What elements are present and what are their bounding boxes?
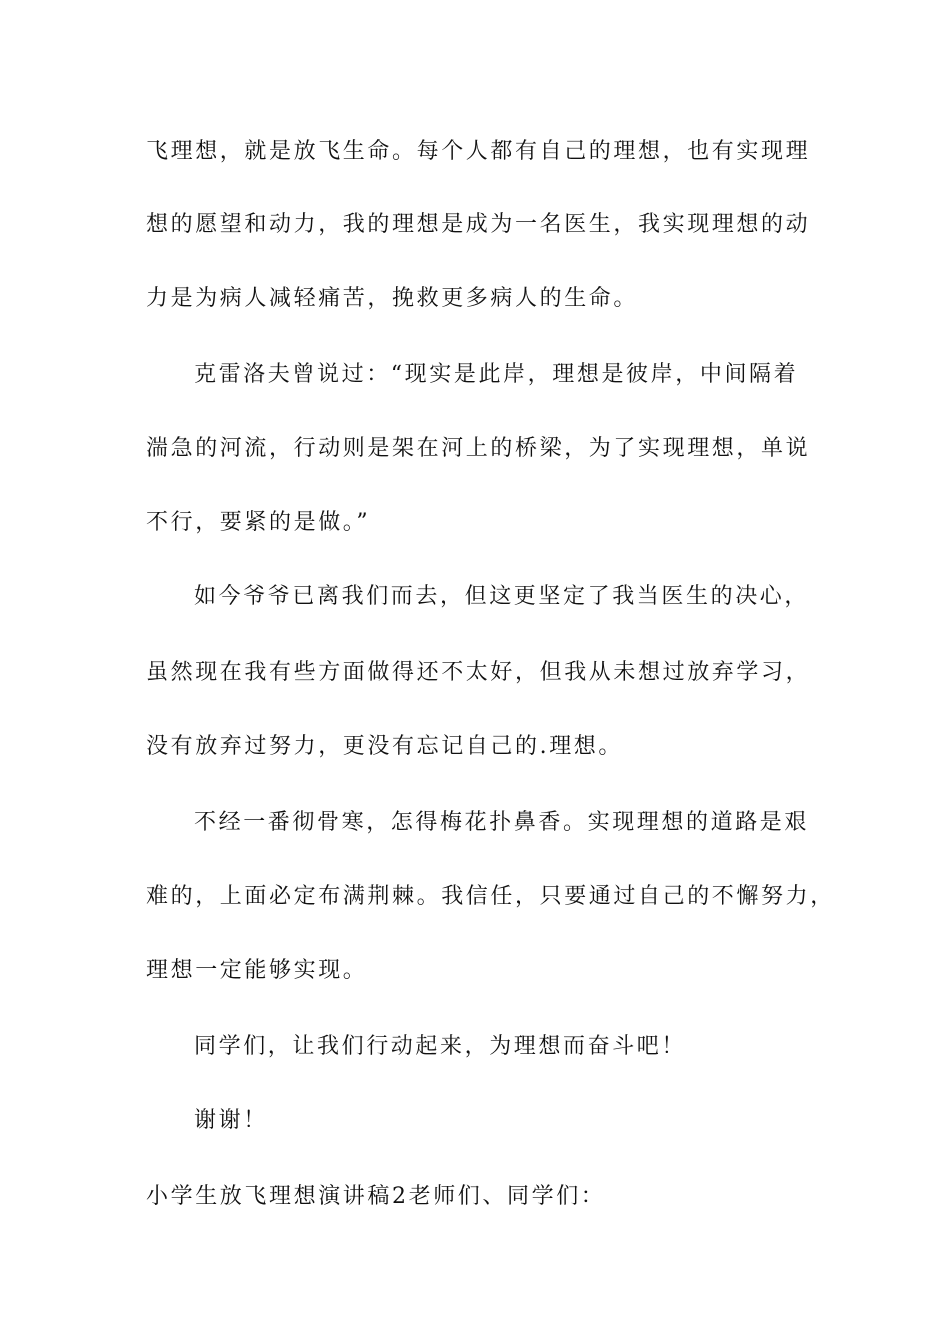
paragraph-line: 想的愿望和动力，我的理想是成为一名医生，我实现理想的动 [146,212,811,237]
paragraph-line: 同学们，让我们行动起来，为理想而奋斗吧！ [194,1034,687,1059]
paragraph-line: 理想一定能够实现。 [146,958,368,983]
paragraph-line: 不行，要紧的是做。” [146,510,371,535]
paragraph-line: 力是为病人减轻痛苦，挽救更多病人的生命。 [146,286,639,311]
paragraph-line: 飞理想，就是放飞生命。每个人都有自己的理想，也有实现理 [146,139,811,164]
paragraph-line: 湍急的河流，行动则是架在河上的桥梁，为了实现理想，单说 [146,436,811,461]
paragraph-line: 难的，上面必定布满荆棘。我信任，只要通过自己的不懈努力， [146,884,835,909]
paragraph-line: 没有放弃过努力，更没有忘记自己的.理想。 [146,734,623,759]
paragraph-line: 谢谢！ [194,1108,268,1133]
paragraph-line: 克雷洛夫曾说过：“现实是此岸，理想是彼岸，中间隔着 [194,362,799,387]
paragraph-line: 如今爷爷已离我们而去，但这更坚定了我当医生的决心， [194,584,810,609]
paragraph-line: 不经一番彻骨寒，怎得梅花扑鼻香。实现理想的道路是艰 [194,810,810,835]
paragraph-line: 虽然现在我有些方面做得还不太好，但我从未想过放弃学习， [146,660,811,685]
section-heading: 小学生放飞理想演讲稿2老师们、同学们： [146,1184,606,1209]
